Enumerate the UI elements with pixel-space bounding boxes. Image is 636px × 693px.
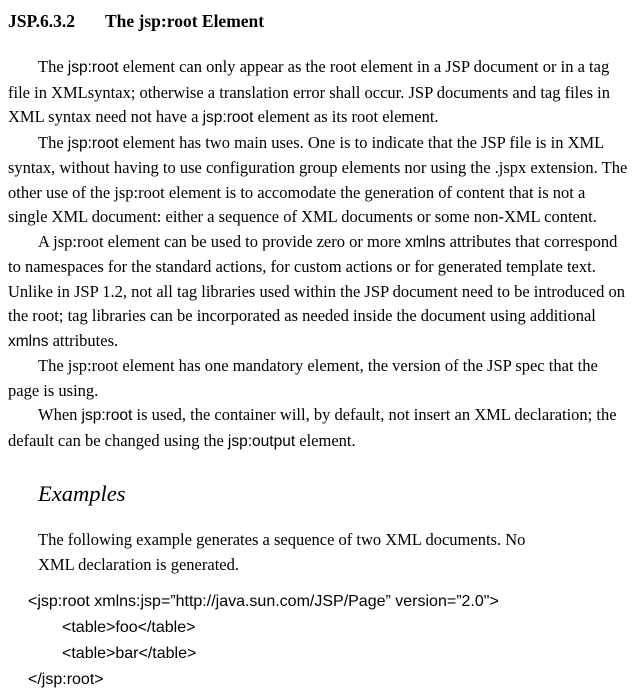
section-title: The jsp:root Element — [105, 11, 265, 31]
text-run: The — [38, 132, 68, 152]
example-intro: The following example generates a sequence of two XML documents. No XML declaration is generated. — [38, 530, 526, 574]
inline-code-term: xmlns — [8, 332, 49, 350]
body-paragraphs — [8, 55, 628, 454]
code-line: <table>bar</table> — [62, 645, 197, 662]
section-heading — [8, 10, 628, 32]
text-run: element has two main uses. One is to indicate that the JSP file is in XML syntax, without having to use configuration group elements nor using the .jspx extension. The other use of the jsp:root element is to accomodate the generation of content that is not a single XML document: either a sequence of XML documents or some non-XML content. — [8, 132, 628, 226]
paragraph — [8, 230, 628, 355]
text-run: element as its root element. — [253, 107, 439, 126]
paragraph — [8, 55, 628, 131]
text-run: attributes. — [48, 330, 119, 350]
paragraph — [8, 131, 628, 230]
inline-code-term: jsp:root — [81, 407, 133, 424]
text-run: The jsp:root element has one mandatory element, the version of the JSP spec that the page is using. — [8, 356, 598, 400]
code-line: <table>foo</table> — [62, 619, 196, 636]
code-block — [28, 589, 628, 693]
text-run: When — [38, 405, 82, 424]
inline-code-term: jsp:output — [227, 432, 296, 450]
inline-code-term: jsp:root — [67, 59, 119, 76]
section-number: JSP.6.3.2 — [8, 11, 75, 31]
inline-code-term: jsp:root — [202, 109, 254, 126]
text-run: element. — [295, 430, 356, 450]
paragraph — [8, 403, 628, 454]
text-run: A jsp:root element can be used to provide zero or more — [38, 231, 406, 251]
examples-heading: Examples — [38, 481, 126, 506]
text-run: The — [38, 57, 68, 76]
code-line: </jsp:root> — [28, 671, 104, 688]
paragraph — [8, 354, 628, 403]
code-line: <jsp:root xmlns:jsp=”http://java.sun.com/JSP/Page” version=”2.0"> — [28, 593, 499, 610]
text-run: element can only appear as the root element in a JSP document or in a tag file in XMLsyntax; otherwise a translation error shall occur. JSP documents and tag files in XML syntax need not have a — [8, 57, 610, 126]
text-run: attributes that correspond to namespaces for the standard actions, for custom actions or for generated template text. Unlike in JSP 1.2, not all tag libraries used within the JSP document need to be introduced on the root; tag libraries can be incorporated as needed inside the document using additional — [8, 231, 625, 325]
inline-code-term: jsp:root — [67, 134, 119, 152]
text-run: is used, the container will, by default, not insert an XML declaration; the default can be changed using the — [8, 405, 617, 450]
inline-code-term: xmlns — [405, 233, 446, 251]
